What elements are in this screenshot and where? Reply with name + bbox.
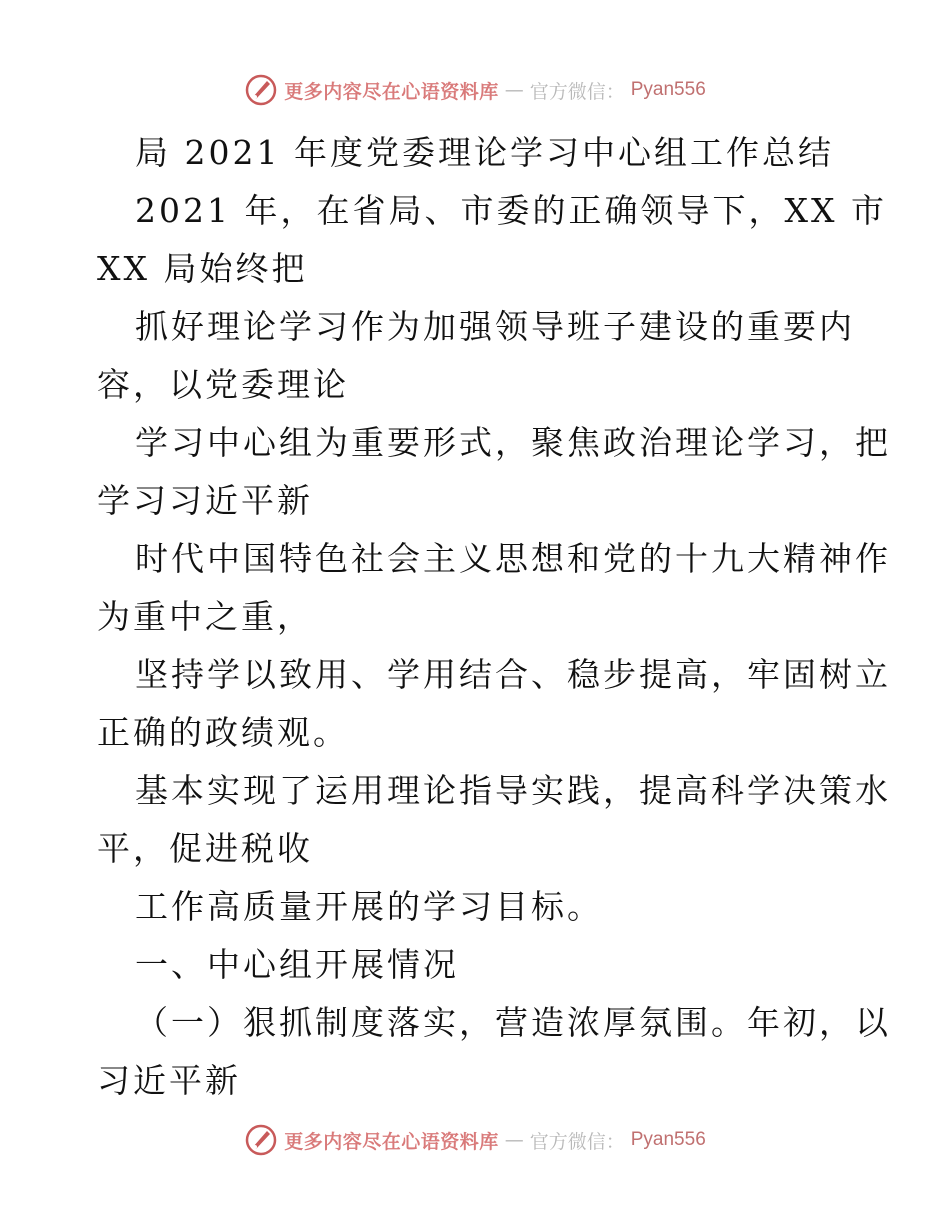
watermark-id: Pyan556 [630,79,706,100]
paragraph-line: 时代中国特色社会主义思想和党的十九大精神作 [135,539,891,578]
document-body [97,124,891,1110]
paragraph-line: 学习习近平新 [97,481,313,520]
paragraph-line: 为重中之重， [97,597,313,636]
quill-pen-logo-icon [244,1123,278,1157]
subsection-line: （一）狠抓制度落实，营造浓厚氛围。年初，以 [135,1003,891,1042]
watermark-brand-text: 更多内容尽在心语资料库 [284,1130,499,1153]
watermark-label: 官方微信： [529,1130,625,1153]
watermark-label: 官方微信： [529,80,625,103]
watermark-separator: — [504,79,524,101]
paragraph-line: 基本实现了运用理论指导实践，提高科学决策水 [135,771,891,810]
paragraph-line: XX 局始终把 [97,249,308,288]
document-title: 局 2021 年度党委理论学习中心组工作总结 [135,133,834,172]
watermark-footer [0,1120,950,1160]
paragraph-line: 习近平新 [97,1061,241,1100]
section-heading: 一、中心组开展情况 [135,945,459,984]
paragraph-line: 工作高质量开展的学习目标。 [135,887,603,926]
quill-pen-logo-icon [244,73,278,107]
paragraph-line: 2021 年，在省局、市委的正确领导下，XX 市 [135,191,887,230]
paragraph-line: 抓好理论学习作为加强领导班子建设的重要内 [135,307,855,346]
watermark-header [0,70,950,110]
watermark-separator: — [504,1129,524,1151]
watermark-brand-text: 更多内容尽在心语资料库 [284,80,499,103]
paragraph-line: 容，以党委理论 [97,365,349,404]
paragraph-line: 正确的政绩观。 [97,713,349,752]
paragraph-line: 平，促进税收 [97,829,313,868]
paragraph-line: 学习中心组为重要形式，聚焦政治理论学习，把 [135,423,891,462]
paragraph-line: 坚持学以致用、学用结合、稳步提高，牢固树立 [135,655,891,694]
watermark-id: Pyan556 [630,1129,706,1150]
